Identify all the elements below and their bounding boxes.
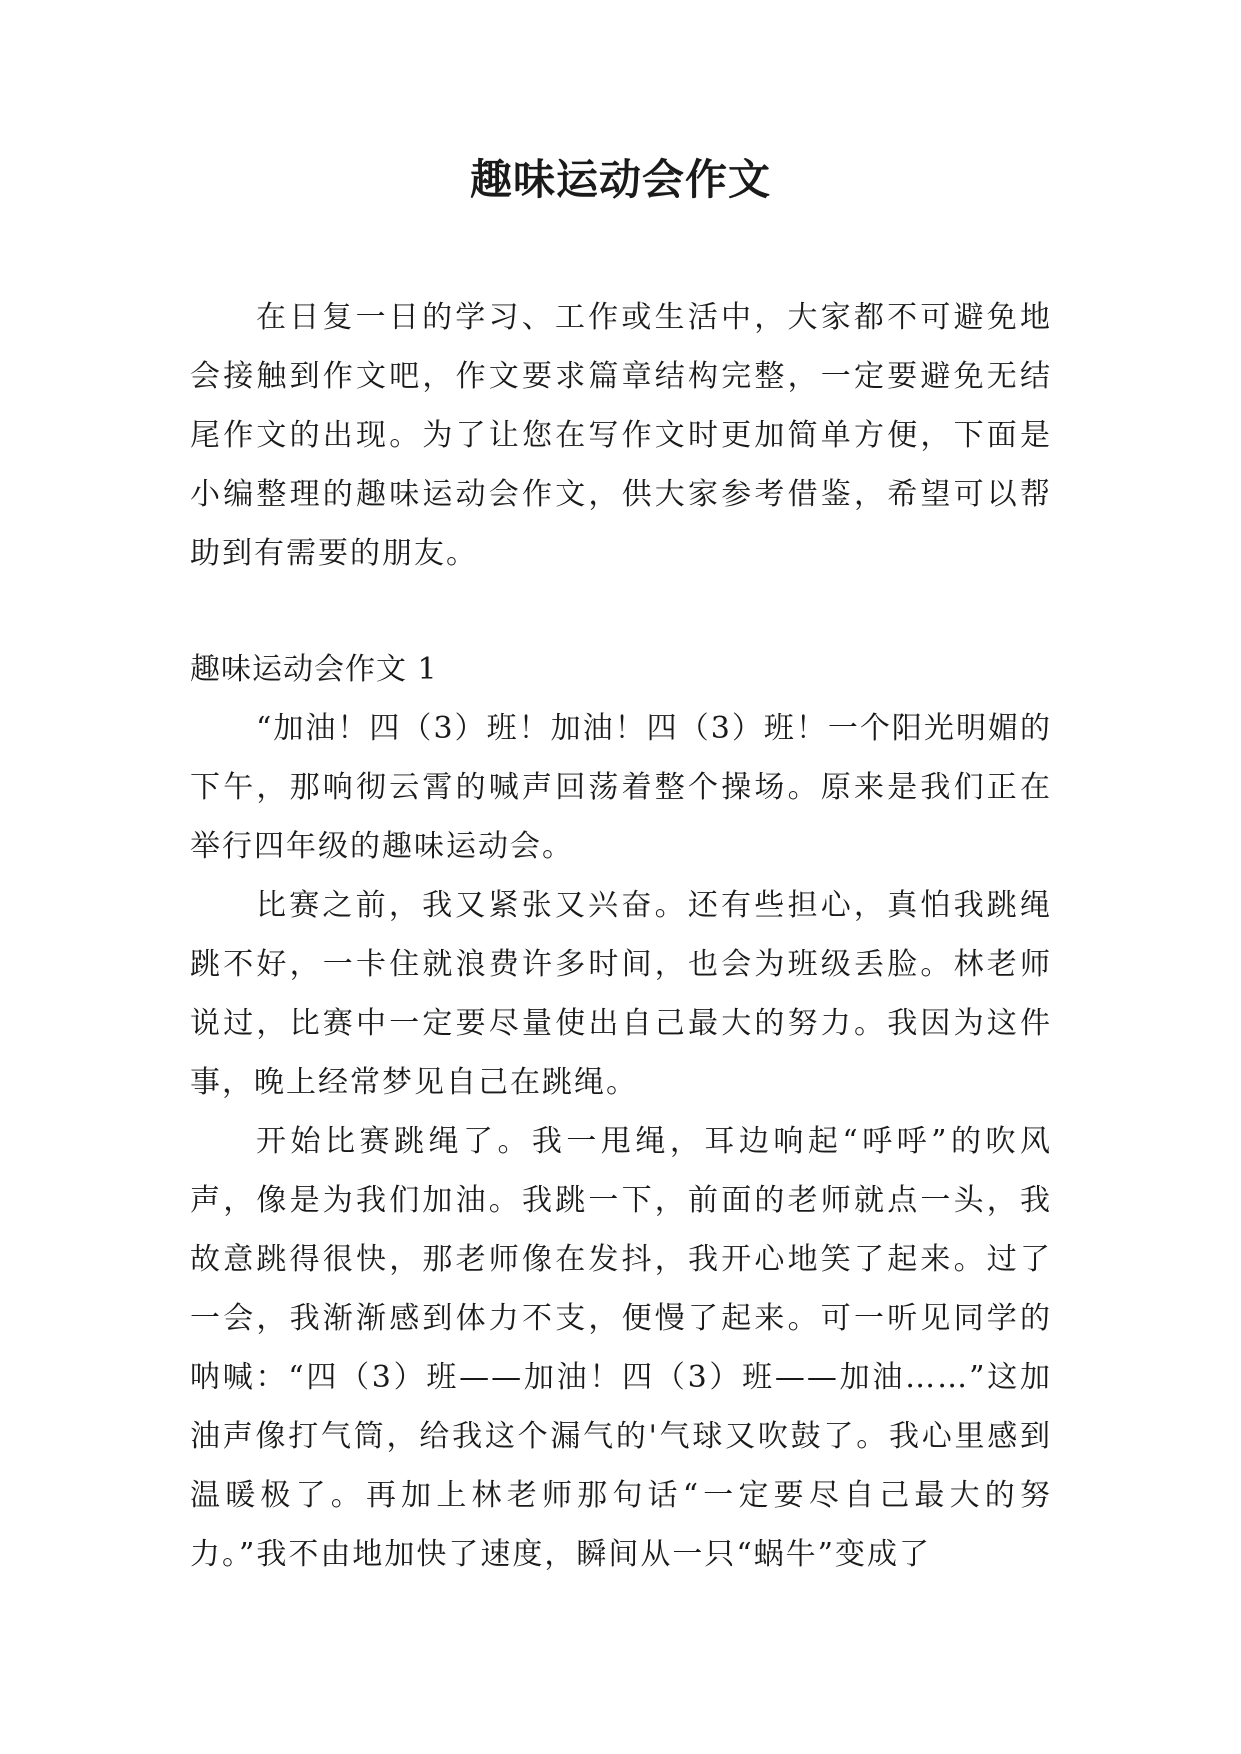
section-heading: 趣味运动会作文 1 <box>190 652 438 687</box>
essay-paragraph-1: “加油！四（3）班！加油！四（3）班！一个阳光明媚的下午，那响彻云霄的喊声回荡着整个操场。原来是我们正在举行四年级的趣味运动会。 <box>190 711 1052 864</box>
essay-paragraph-2: 比赛之前，我又紧张又兴奋。还有些担心，真怕我跳绳跳不好，一卡住就浪费许多时间，也会为班级丢脸。林老师说过，比赛中一定要尽量使出自己最大的努力。我因为这件事，晚上经常梦见自己在跳绳。 <box>190 888 1052 1100</box>
essay-body <box>190 699 1052 1584</box>
essay-paragraph-3: 开始比赛跳绳了。我一甩绳，耳边响起“呼呼”的吹风声，像是为我们加油。我跳一下，前面的老师就点一头，我故意跳得很快，那老师像在发抖，我开心地笑了起来。过了一会，我渐渐感到体力不支，便慢了起来。可一听见同学的呐喊：“四（3）班——加油！四（3）班——加油……”这加油声像打气筒，给我这个漏气的'气球又吹鼓了。我心里感到温暖极了。再加上林老师那句话“一定要尽自己最大的努力。”我不由地加快了速度，瞬间从一只“蜗牛”变成了 <box>190 1124 1052 1572</box>
intro-paragraph: 在日复一日的学习、工作或生活中，大家都不可避免地会接触到作文吧，作文要求篇章结构完整，一定要避免无结尾作文的出现。为了让您在写作文时更加简单方便，下面是小编整理的趣味运动会作文，供大家参考借鉴，希望可以帮助到有需要的朋友。 <box>190 300 1052 571</box>
document-title: 趣味运动会作文 <box>469 155 771 204</box>
